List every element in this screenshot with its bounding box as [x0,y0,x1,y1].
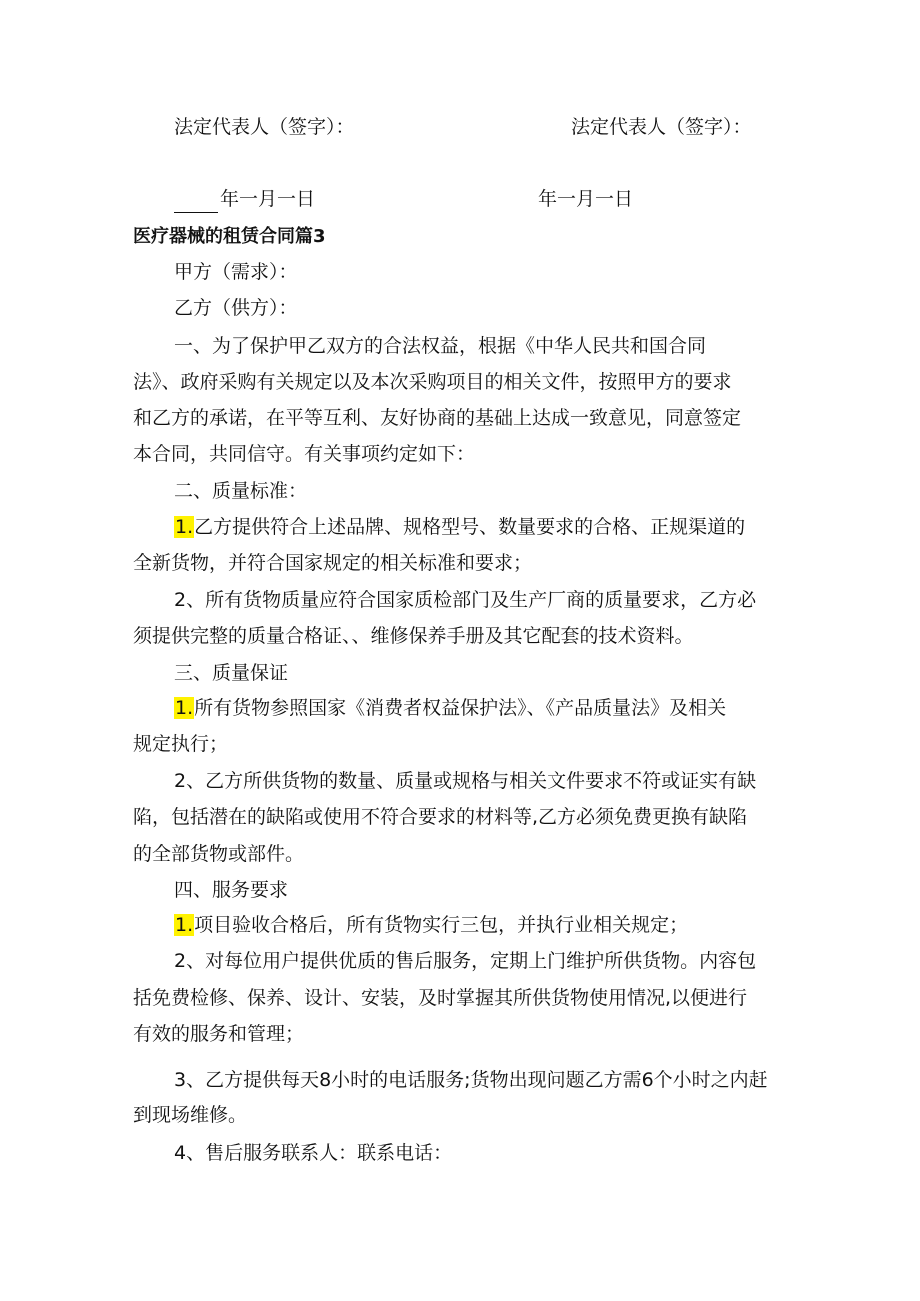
section4-item3-line: 3、乙方提供每天8小时的电话服务;货物出现问题乙方需6个小时之内赶 [174,1069,768,1091]
section4-item3-cont: 到现场维修。 [133,1104,248,1126]
intro-line: 法》、政府采购有关规定以及本次采购项目的相关文件，按照甲方的要求 [133,371,732,393]
date-blank-line [174,192,218,213]
section4-item1-line [174,911,834,939]
section2-item2-line: 2、所有货物质量应符合国家质检部门及生产厂商的质量要求，乙方必 [174,589,757,611]
section3-heading: 三、质量保证 [174,662,289,684]
party-b-label: 乙方（供方）： [174,297,298,319]
section4-item2-cont: 有效的服务和管理； [133,1023,305,1045]
highlighted-number: 1. [175,914,194,936]
highlighted-number: 1. [175,697,194,719]
section3-item1-line [174,694,834,722]
section3-item2-cont: 陷，包括潜在的缺陷或使用不符合要求的材料等,乙方必须免费更换有缺陷 [133,806,748,828]
section4-item4-line: 4、售后服务联系人：联系电话： [174,1142,453,1164]
highlighted-number: 1. [175,516,194,538]
section3-item1-cont: 规定执行； [133,733,229,755]
section2-item2-cont: 须提供完整的质量合格证、、维修保养手册及其它配套的技术资料。 [133,625,694,647]
right-signature-label: 法定代表人（签字）： [571,116,752,138]
left-date-text: 年一月一日 [220,188,316,210]
left-date [174,185,315,213]
left-signature-label: 法定代表人（签字）： [174,116,355,138]
item-text: 项目验收合格后，所有货物实行三包，并执行业相关规定； [194,914,689,936]
item-text: 所有货物参照国家《消费者权益保护法》、《产品质量法》及相关 [194,697,727,719]
right-date: 年一月一日 [538,188,634,210]
section3-item2-cont: 的全部货物或部件。 [133,843,305,865]
intro-line: 一、为了保护甲乙双方的合法权益，根据《中华人民共和国合同 [174,335,707,357]
section2-item1-line [174,513,834,541]
section4-item2-cont: 括免费检修、保养、设计、安装，及时掌握其所供货物使用情况,以便进行 [133,987,748,1009]
section2-item1-cont: 全新货物，并符合国家规定的相关标准和要求； [133,552,533,574]
party-a-label: 甲方（需求）： [174,261,298,283]
intro-line: 和乙方的承诺，在平等互利、友好协商的基础上达成一致意见，同意签定 [133,407,742,429]
section4-item2-line: 2、对每位用户提供优质的售后服务，定期上门维护所供货物。内容包 [174,950,757,972]
item-text: 乙方提供符合上述品牌、规格型号、数量要求的合格、正规渠道的 [194,516,746,538]
section2-heading: 二、质量标准： [174,480,308,502]
section3-item2-line: 2、乙方所供货物的数量、质量或规格与相关文件要求不符或证实有缺 [174,770,757,792]
contract-title: 医疗器械的租赁合同篇3 [133,226,326,247]
intro-line: 本合同，共同信守。有关事项约定如下： [133,443,476,465]
section4-heading: 四、服务要求 [174,879,289,901]
